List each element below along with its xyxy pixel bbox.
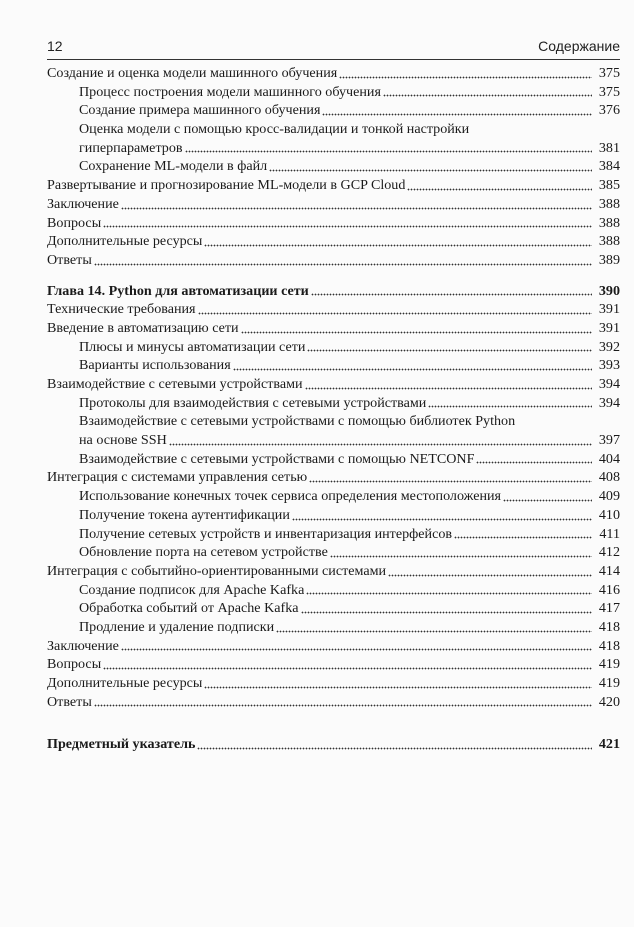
- running-title: Содержание: [538, 38, 620, 54]
- dot-leader: [306, 591, 592, 595]
- toc-entry[interactable]: [47, 176, 620, 195]
- toc-entry-title: Дополнительные ресурсы: [47, 233, 203, 250]
- toc-entry-page: 384: [598, 158, 620, 175]
- toc-entry[interactable]: [47, 637, 620, 656]
- dot-leader: [94, 703, 592, 707]
- toc-entry-title: Введение в автоматизацию сети: [47, 319, 239, 336]
- dot-leader: [503, 498, 592, 502]
- toc-entry-title: Обновление порта на сетевом устройстве: [79, 544, 328, 561]
- dot-leader: [198, 311, 592, 315]
- toc-entry-title: Получение сетевых устройств и инвентаризация интерфейсов: [79, 525, 453, 542]
- dot-leader: [185, 149, 592, 153]
- toc-entry-title: Взаимодействие с сетевыми устройствами с помощью библиотек Python: [79, 413, 516, 430]
- dot-leader: [121, 647, 592, 651]
- toc-entry-page: 411: [599, 525, 620, 542]
- spacer: [47, 711, 620, 735]
- dot-leader: [103, 666, 592, 670]
- toc-entry[interactable]: [47, 562, 620, 581]
- dot-leader: [204, 685, 592, 689]
- toc-entry-title: Глава 14. Python для автоматизации сети: [47, 282, 309, 299]
- toc-entry-title: Протоколы для взаимодействия с сетевыми устройствами: [79, 394, 427, 411]
- toc-entry-page: 391: [598, 301, 620, 318]
- toc-entry-title: Интеграция с событийно-ориентированными системами: [47, 562, 387, 579]
- toc-entry-page: 410: [598, 506, 620, 523]
- toc-entry-page: 393: [598, 357, 620, 374]
- toc-entry[interactable]: [47, 300, 620, 319]
- toc-entry-page: 397: [598, 432, 620, 449]
- dot-leader: [121, 206, 592, 210]
- page-number: 12: [47, 38, 63, 54]
- toc-entry-page: 419: [598, 656, 620, 673]
- dot-leader: [309, 479, 592, 483]
- toc-group-chapter13-tail: [47, 64, 620, 270]
- toc-entry-page: 390: [598, 282, 620, 299]
- toc-entry-title-cont: на основе SSH: [79, 432, 167, 449]
- toc-entry-title: Получение токена аутентификации: [79, 506, 290, 523]
- toc-index-entry[interactable]: [47, 735, 620, 754]
- toc-entry-title: Варианты использования: [79, 357, 231, 374]
- dot-leader: [94, 262, 592, 266]
- toc-entry[interactable]: [47, 525, 620, 544]
- dot-leader: [322, 112, 592, 116]
- toc-entry-title: Создание и оценка модели машинного обучения: [47, 65, 338, 81]
- dot-leader: [428, 404, 592, 408]
- dot-leader: [276, 629, 592, 633]
- toc-entry-title: Предметный указатель: [47, 736, 196, 753]
- toc-entry-page: 408: [598, 469, 620, 486]
- dot-leader: [476, 460, 592, 464]
- dot-leader: [292, 517, 592, 521]
- toc-entry-title: Использование конечных точек сервиса определения местоположения: [79, 488, 502, 505]
- dot-leader: [197, 746, 592, 750]
- toc-entry-title: Интеграция с системами управления сетью: [47, 469, 308, 486]
- toc-entry-title: Оценка модели с помощью кросс-валидации и тонкой настройки: [79, 121, 470, 138]
- toc-entry-page: 381: [598, 139, 620, 156]
- toc-entry-page: 394: [598, 376, 620, 392]
- dot-leader: [241, 330, 592, 334]
- toc-entry-title: Дополнительные ресурсы: [47, 675, 203, 691]
- toc-entry-page: 376: [598, 102, 620, 119]
- toc-entry-page: 404: [598, 450, 620, 467]
- toc-entry-page: 394: [598, 394, 620, 411]
- toc-entry[interactable]: [47, 195, 620, 214]
- toc-entry-title: Плюсы и минусы автоматизации сети: [79, 338, 306, 355]
- toc-entry[interactable]: [47, 674, 620, 693]
- toc-entry-title: Взаимодействие с сетевыми устройствами с помощью NETCONF: [79, 450, 475, 467]
- toc-entry[interactable]: [47, 581, 620, 600]
- toc-entry[interactable]: [47, 693, 620, 712]
- toc-entry-page: 409: [598, 488, 620, 505]
- toc-entry-title: Заключение: [47, 637, 119, 654]
- toc-entry[interactable]: [47, 412, 620, 431]
- toc-chapter-heading[interactable]: [47, 282, 620, 301]
- toc-entry[interactable]: [47, 543, 620, 562]
- toc-entry[interactable]: [47, 120, 620, 139]
- toc-entry-title: Сохранение ML-модели в файл: [79, 158, 268, 175]
- toc-entry-page: 385: [598, 177, 620, 194]
- toc-entry-page: 375: [598, 83, 620, 100]
- dot-leader: [204, 243, 592, 247]
- toc-entry-title: Ответы: [47, 693, 92, 710]
- dot-leader: [407, 187, 592, 191]
- toc-entry-title-cont: гиперпараметров: [79, 139, 183, 156]
- header-rule: [47, 59, 620, 60]
- toc-entry-page: 375: [598, 65, 620, 81]
- toc-group-chapter14: [47, 300, 620, 711]
- toc-entry-title: Создание подписок для Apache Kafka: [79, 581, 305, 598]
- dot-leader: [103, 224, 592, 228]
- toc-entry-page: 418: [598, 618, 620, 635]
- dot-leader: [301, 610, 593, 614]
- dot-leader: [454, 535, 592, 539]
- toc-entry[interactable]: [47, 394, 620, 413]
- toc-entry-title: Вопросы: [47, 656, 102, 673]
- toc-entry[interactable]: [47, 655, 620, 674]
- toc-entry[interactable]: [47, 64, 620, 83]
- toc-entry[interactable]: [47, 319, 620, 338]
- toc-entry-page: 388: [598, 195, 620, 212]
- toc-entry[interactable]: [47, 375, 620, 394]
- dot-leader: [339, 75, 592, 79]
- dot-leader: [311, 292, 592, 296]
- dot-leader: [330, 554, 592, 558]
- toc-entry[interactable]: [47, 83, 620, 102]
- toc-entry[interactable]: [47, 157, 620, 176]
- dot-leader: [383, 93, 592, 97]
- toc-entry-title: Продление и удаление подписки: [79, 618, 275, 635]
- toc-entry-continuation[interactable]: [47, 139, 620, 158]
- toc-entry-page: 412: [598, 544, 620, 561]
- dot-leader: [169, 442, 592, 446]
- toc-entry-continuation[interactable]: [47, 431, 620, 450]
- dot-leader: [305, 386, 592, 390]
- dot-leader: [269, 168, 592, 172]
- toc-entry[interactable]: [47, 232, 620, 251]
- toc-entry-title: Обработка событий от Apache Kafka: [79, 600, 299, 617]
- toc-entry-title: Технические требования: [47, 301, 196, 318]
- toc-entry[interactable]: [47, 487, 620, 506]
- toc-entry-title: Взаимодействие с сетевыми устройствами: [47, 376, 303, 392]
- toc-entry-page: 420: [598, 693, 620, 710]
- toc-entry-title: Процесс построения модели машинного обучения: [79, 83, 381, 100]
- dot-leader: [233, 367, 592, 371]
- toc-entry[interactable]: [47, 618, 620, 637]
- dot-leader: [307, 348, 592, 352]
- toc-entry-page: 417: [598, 600, 620, 617]
- toc-entry[interactable]: [47, 251, 620, 270]
- spacer: [47, 270, 620, 282]
- toc-entry-title: Заключение: [47, 195, 119, 212]
- toc-entry-page: 388: [598, 214, 620, 231]
- toc-entry-page: 418: [598, 637, 620, 654]
- toc-entry-page: 391: [598, 319, 620, 336]
- toc-entry-title: Ответы: [47, 251, 92, 268]
- toc-entry[interactable]: [47, 214, 620, 233]
- toc-entry[interactable]: [47, 506, 620, 525]
- toc-entry-page: 419: [598, 675, 620, 691]
- dot-leader: [388, 573, 592, 577]
- toc-entry-page: 416: [598, 581, 620, 598]
- toc-entry-title: Вопросы: [47, 214, 102, 231]
- toc-entry[interactable]: [47, 450, 620, 469]
- toc-entry-page: 388: [598, 233, 620, 250]
- toc-entry-title: Развертывание и прогнозирование ML-модели в GCP Cloud: [47, 177, 406, 194]
- toc-entry-page: 392: [598, 338, 620, 355]
- toc-entry[interactable]: [47, 338, 620, 357]
- page-header: [47, 38, 620, 60]
- toc-entry[interactable]: [47, 101, 620, 120]
- toc-entry[interactable]: [47, 356, 620, 375]
- toc-entry[interactable]: [47, 468, 620, 487]
- toc-entry-title: Создание примера машинного обучения: [79, 102, 321, 119]
- toc-entry-page: 414: [598, 562, 620, 579]
- toc-entry-page: 421: [598, 736, 620, 753]
- toc-entry[interactable]: [47, 599, 620, 618]
- toc-entry-page: 389: [598, 251, 620, 268]
- table-of-contents: [47, 64, 620, 754]
